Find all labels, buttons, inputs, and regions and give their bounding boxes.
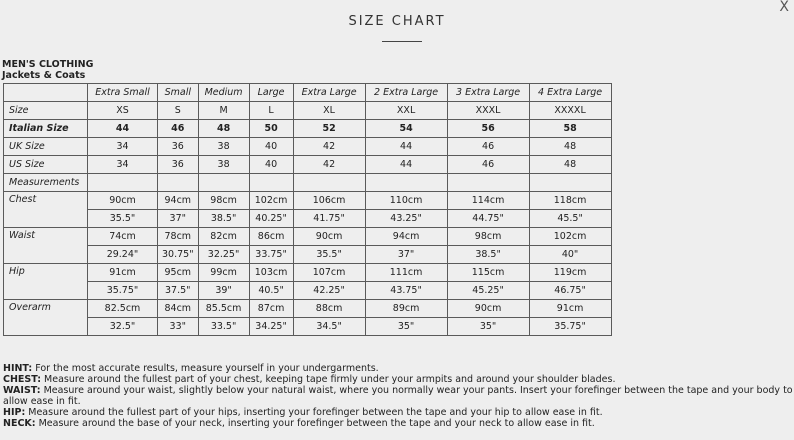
table-cell: 90cm bbox=[88, 192, 158, 210]
table-cell: 98cm bbox=[447, 228, 529, 246]
row-label: US Size bbox=[4, 156, 88, 174]
table-cell: 44 bbox=[88, 120, 158, 138]
table-cell: 33.5" bbox=[198, 318, 249, 336]
table-cell: 99cm bbox=[198, 264, 249, 282]
table-cell: 44 bbox=[365, 156, 447, 174]
table-cell: 78cm bbox=[158, 228, 199, 246]
table-cell: 44 bbox=[365, 138, 447, 156]
table-cell: 33" bbox=[158, 318, 199, 336]
table-cell: M bbox=[198, 102, 249, 120]
table-cell: 46 bbox=[158, 120, 199, 138]
category-title: MEN'S CLOTHING bbox=[2, 59, 94, 70]
table-cell: 87cm bbox=[249, 300, 293, 318]
row-label: Size bbox=[4, 102, 88, 120]
measurements-header-row bbox=[4, 174, 612, 192]
measurement-label: Waist bbox=[4, 228, 88, 264]
table-cell: 36 bbox=[158, 156, 199, 174]
empty-cell bbox=[447, 174, 529, 192]
table-cell: 114cm bbox=[447, 192, 529, 210]
table-cell: 102cm bbox=[529, 228, 611, 246]
table-cell: 45.25" bbox=[447, 282, 529, 300]
table-cell: 48 bbox=[198, 120, 249, 138]
table-cell: 37.5" bbox=[158, 282, 199, 300]
table-cell: 82cm bbox=[198, 228, 249, 246]
note-line bbox=[3, 374, 793, 385]
category-subtitle: Jackets & Coats bbox=[2, 70, 86, 81]
empty-cell bbox=[198, 174, 249, 192]
table-cell: 41.75" bbox=[293, 210, 365, 228]
table-cell: 40 bbox=[249, 156, 293, 174]
table-cell: 30.75" bbox=[158, 246, 199, 264]
table-cell: 32.5" bbox=[88, 318, 158, 336]
table-cell: 33.75" bbox=[249, 246, 293, 264]
table-cell: XXL bbox=[365, 102, 447, 120]
table-cell: 56 bbox=[447, 120, 529, 138]
table-cell: 103cm bbox=[249, 264, 293, 282]
table-cell: 43.75" bbox=[365, 282, 447, 300]
measurement-label: Overarm bbox=[4, 300, 88, 336]
table-cell: 45.5" bbox=[529, 210, 611, 228]
table-cell: 42.25" bbox=[293, 282, 365, 300]
table-cell: 119cm bbox=[529, 264, 611, 282]
empty-cell bbox=[88, 174, 158, 192]
table-cell: 44.75" bbox=[447, 210, 529, 228]
column-header: 2 Extra Large bbox=[365, 84, 447, 102]
column-header: Extra Large bbox=[293, 84, 365, 102]
table-cell: 35.5" bbox=[293, 246, 365, 264]
measurement-notes bbox=[3, 363, 793, 429]
table-cell: 34 bbox=[88, 156, 158, 174]
note-key: HINT: bbox=[3, 363, 33, 374]
note-key: CHEST: bbox=[3, 374, 42, 385]
table-cell: 46 bbox=[447, 138, 529, 156]
table-cell: 46.75" bbox=[529, 282, 611, 300]
table-cell: 98cm bbox=[198, 192, 249, 210]
table-cell: 91cm bbox=[529, 300, 611, 318]
table-cell: XXXL bbox=[447, 102, 529, 120]
column-header: 4 Extra Large bbox=[529, 84, 611, 102]
table-cell: 34.25" bbox=[249, 318, 293, 336]
table-cell: 38 bbox=[198, 156, 249, 174]
table-row bbox=[4, 102, 612, 120]
table-cell: 35" bbox=[447, 318, 529, 336]
table-cell: 74cm bbox=[88, 228, 158, 246]
close-icon[interactable]: X bbox=[779, 0, 789, 15]
table-cell: 35" bbox=[365, 318, 447, 336]
table-cell: 110cm bbox=[365, 192, 447, 210]
table-cell: 29.24" bbox=[88, 246, 158, 264]
note-text: Measure around your waist, slightly below your natural waist, where you normally wear your pants. Insert your forefinger between the tape and your body to allow ease in fit. bbox=[3, 385, 793, 407]
table-cell: XXXXL bbox=[529, 102, 611, 120]
table-cell: 40 bbox=[249, 138, 293, 156]
table-cell: 102cm bbox=[249, 192, 293, 210]
note-key: HIP: bbox=[3, 407, 26, 418]
table-cell: XL bbox=[293, 102, 365, 120]
title-underline bbox=[382, 41, 422, 42]
table-cell: 86cm bbox=[249, 228, 293, 246]
measurements-label: Measurements bbox=[4, 174, 88, 192]
header-corner-cell bbox=[4, 84, 88, 102]
table-cell: 91cm bbox=[88, 264, 158, 282]
table-cell: 43.25" bbox=[365, 210, 447, 228]
note-key: NECK: bbox=[3, 418, 36, 429]
note-line bbox=[3, 418, 793, 429]
page-title: SIZE CHART bbox=[348, 14, 446, 29]
table-cell: 34.5" bbox=[293, 318, 365, 336]
table-cell: 48 bbox=[529, 156, 611, 174]
table-cell: 38.5" bbox=[198, 210, 249, 228]
column-header: Medium bbox=[198, 84, 249, 102]
measurement-row-cm bbox=[4, 300, 612, 318]
table-cell: 90cm bbox=[447, 300, 529, 318]
note-text: For the most accurate results, measure yourself in your undergarments. bbox=[32, 363, 379, 374]
table-cell: 89cm bbox=[365, 300, 447, 318]
measurement-label: Chest bbox=[4, 192, 88, 228]
table-cell: 32.25" bbox=[198, 246, 249, 264]
empty-cell bbox=[158, 174, 199, 192]
table-cell: 50 bbox=[249, 120, 293, 138]
row-label: Italian Size bbox=[4, 120, 88, 138]
empty-cell bbox=[529, 174, 611, 192]
measurement-row-inches bbox=[4, 318, 612, 336]
empty-cell bbox=[249, 174, 293, 192]
table-cell: 111cm bbox=[365, 264, 447, 282]
table-cell: 42 bbox=[293, 138, 365, 156]
table-cell: 40.5" bbox=[249, 282, 293, 300]
table-cell: 39" bbox=[198, 282, 249, 300]
table-cell: 106cm bbox=[293, 192, 365, 210]
table-cell: 38 bbox=[198, 138, 249, 156]
table-cell: 85.5cm bbox=[198, 300, 249, 318]
table-cell: 42 bbox=[293, 156, 365, 174]
table-cell: 48 bbox=[529, 138, 611, 156]
column-header: Extra Small bbox=[88, 84, 158, 102]
table-cell: 82.5cm bbox=[88, 300, 158, 318]
column-header: 3 Extra Large bbox=[447, 84, 529, 102]
table-cell: S bbox=[158, 102, 199, 120]
note-text: Measure around the fullest part of your hips, inserting your forefinger between the tape and your hip to allow ease in fit. bbox=[25, 407, 603, 418]
table-cell: 118cm bbox=[529, 192, 611, 210]
table-row bbox=[4, 156, 612, 174]
note-line bbox=[3, 407, 793, 418]
measurement-row-cm bbox=[4, 228, 612, 246]
table-cell: 58 bbox=[529, 120, 611, 138]
table-cell: 52 bbox=[293, 120, 365, 138]
note-line bbox=[3, 385, 793, 407]
measurement-row-inches bbox=[4, 246, 612, 264]
table-cell: 95cm bbox=[158, 264, 199, 282]
table-cell: 34 bbox=[88, 138, 158, 156]
note-line bbox=[3, 363, 793, 374]
table-cell: 94cm bbox=[158, 192, 199, 210]
measurement-row-inches bbox=[4, 210, 612, 228]
table-cell: 35.75" bbox=[529, 318, 611, 336]
table-cell: 84cm bbox=[158, 300, 199, 318]
size-chart-table bbox=[3, 83, 612, 336]
column-header: Small bbox=[158, 84, 199, 102]
measurement-row-inches bbox=[4, 282, 612, 300]
table-row bbox=[4, 120, 612, 138]
table-cell: 54 bbox=[365, 120, 447, 138]
note-text: Measure around the fullest part of your chest, keeping tape firmly under your armpits and around your shoulder blades. bbox=[41, 374, 616, 385]
table-cell: 90cm bbox=[293, 228, 365, 246]
measurement-row-cm bbox=[4, 264, 612, 282]
column-header: Large bbox=[249, 84, 293, 102]
empty-cell bbox=[365, 174, 447, 192]
table-cell: 46 bbox=[447, 156, 529, 174]
table-cell: 35.5" bbox=[88, 210, 158, 228]
table-cell: 40" bbox=[529, 246, 611, 264]
table-cell: 37" bbox=[158, 210, 199, 228]
table-cell: 36 bbox=[158, 138, 199, 156]
table-cell: 94cm bbox=[365, 228, 447, 246]
table-cell: 40.25" bbox=[249, 210, 293, 228]
measurement-label: Hip bbox=[4, 264, 88, 300]
note-text: Measure around the base of your neck, inserting your forefinger between the tape and your neck to allow ease in fit. bbox=[35, 418, 595, 429]
table-cell: 115cm bbox=[447, 264, 529, 282]
table-cell: 37" bbox=[365, 246, 447, 264]
table-cell: 38.5" bbox=[447, 246, 529, 264]
header-row bbox=[4, 84, 612, 102]
table-row bbox=[4, 138, 612, 156]
note-key: WAIST: bbox=[3, 385, 41, 396]
section-heading bbox=[2, 59, 93, 81]
table-cell: 88cm bbox=[293, 300, 365, 318]
row-label: UK Size bbox=[4, 138, 88, 156]
empty-cell bbox=[293, 174, 365, 192]
table-cell: XS bbox=[88, 102, 158, 120]
table-cell: 107cm bbox=[293, 264, 365, 282]
measurement-row-cm bbox=[4, 192, 612, 210]
table-cell: L bbox=[249, 102, 293, 120]
table-cell: 35.75" bbox=[88, 282, 158, 300]
